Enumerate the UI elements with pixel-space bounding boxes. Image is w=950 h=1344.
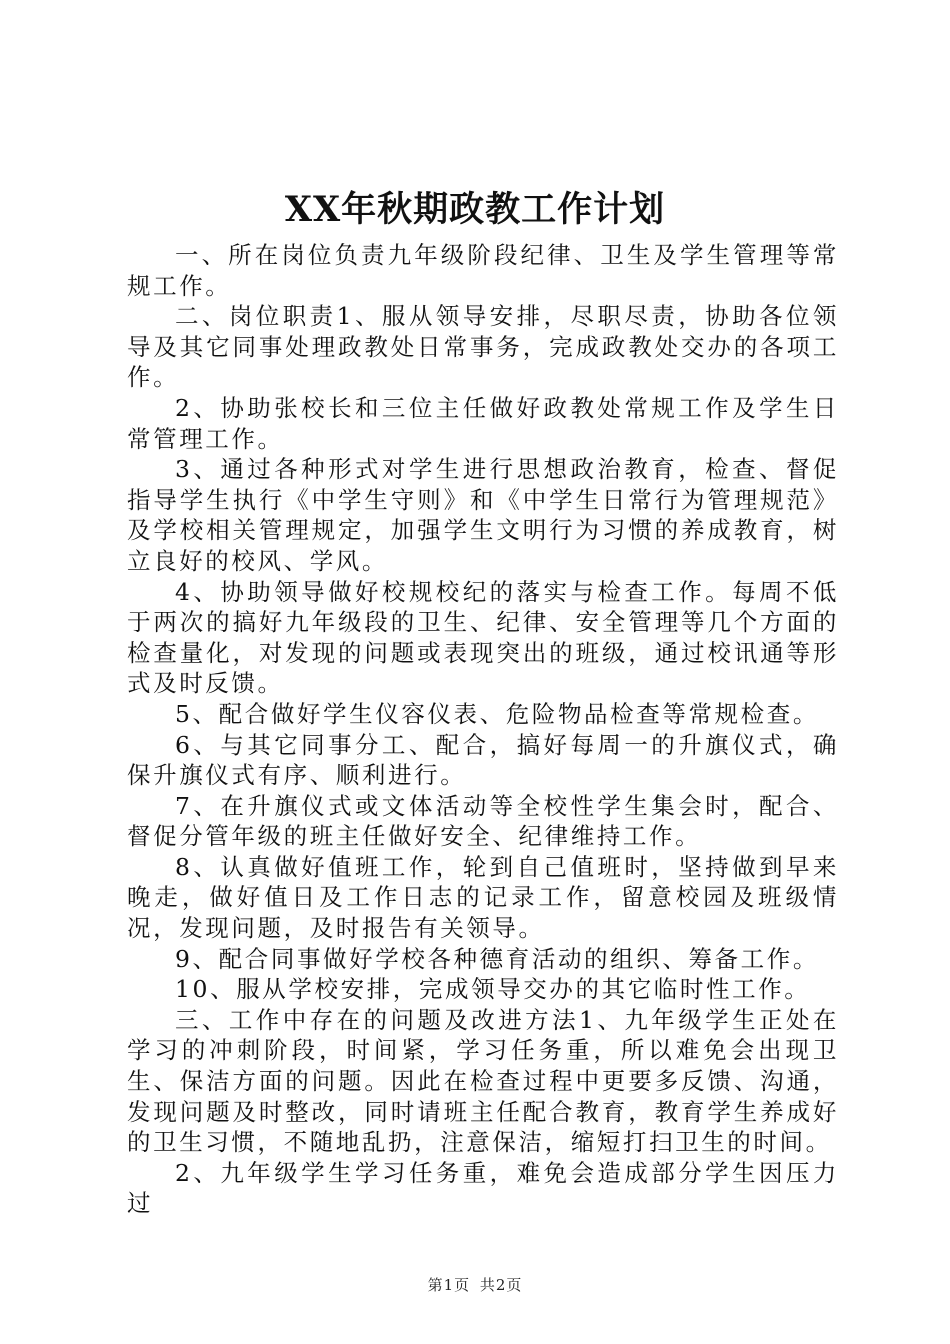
paragraph-7: 6、与其它同事分工、配合，搞好每周一的升旗仪式，确保升旗仪式有序、顺利进行。 — [127, 730, 839, 790]
document-title: XX年秋期政教工作计划 — [284, 189, 666, 230]
paragraph-5: 4、协助领导做好校规校纪的落实与检查工作。每周不低于两次的搞好九年级段的卫生、纪律、安全管理等几个方面的检查量化，对发现的问题或表现突出的班级，通过校讯通等形式及时反馈。 — [127, 577, 839, 698]
document-body — [127, 240, 839, 1219]
page-number: 第1页 — [427, 1276, 471, 1294]
paragraph-13: 2、九年级学生学习任务重，难免会造成部分学生因压力过 — [127, 1158, 839, 1218]
paragraph-4: 3、通过各种形式对学生进行思想政治教育，检查、督促指导学生执行《中学生守则》和《中学生日常行为管理规范》及学校相关管理规定，加强学生文明行为习惯的养成教育，树立良好的校风、学风。 — [127, 455, 839, 575]
page-footer — [0, 1275, 950, 1295]
paragraph-3: 2、协助张校长和三位主任做好政教处常规工作及学生日常管理工作。 — [127, 393, 839, 453]
paragraph-1: 一、所在岗位负责九年级阶段纪律、卫生及学生管理等常规工作。 — [127, 241, 839, 300]
paragraph-10: 9、配合同事做好学校各种德育活动的组织、筹备工作。 — [175, 944, 819, 973]
paragraph-8: 7、在升旗仪式或文体活动等全校性学生集会时，配合、督促分管年级的班主任做好安全、纪律维持工作。 — [127, 791, 839, 851]
page-total: 共2页 — [479, 1276, 523, 1294]
paragraph-9: 8、认真做好值班工作，轮到自己值班时，坚持做到早来晚走，做好值日及工作日志的记录工作，留意校园及班级情况，发现问题，及时报告有关领导。 — [127, 852, 839, 943]
paragraph-11: 10、服从学校安排，完成领导交办的其它临时性工作。 — [175, 975, 811, 1004]
paragraph-6: 5、配合做好学生仪容仪表、危险物品检查等常规检查。 — [175, 699, 819, 728]
paragraph-2: 二、岗位职责1、服从领导安排，尽职尽责，协助各位领导及其它同事处理政教处日常事务，完成政教处交办的各项工作。 — [127, 302, 839, 392]
paragraph-12: 三、工作中存在的问题及改进方法1、九年级学生正处在学习的冲刺阶段，时间紧，学习任务重，所以难免会出现卫生、保洁方面的问题。因此在检查过程中更要多反馈、沟通，发现问题及时整改，同时请班主任配合教育，教育学生养成好的卫生习惯，不随地乱扔，注意保洁，缩短打扫卫生的时间。 — [127, 1005, 839, 1157]
